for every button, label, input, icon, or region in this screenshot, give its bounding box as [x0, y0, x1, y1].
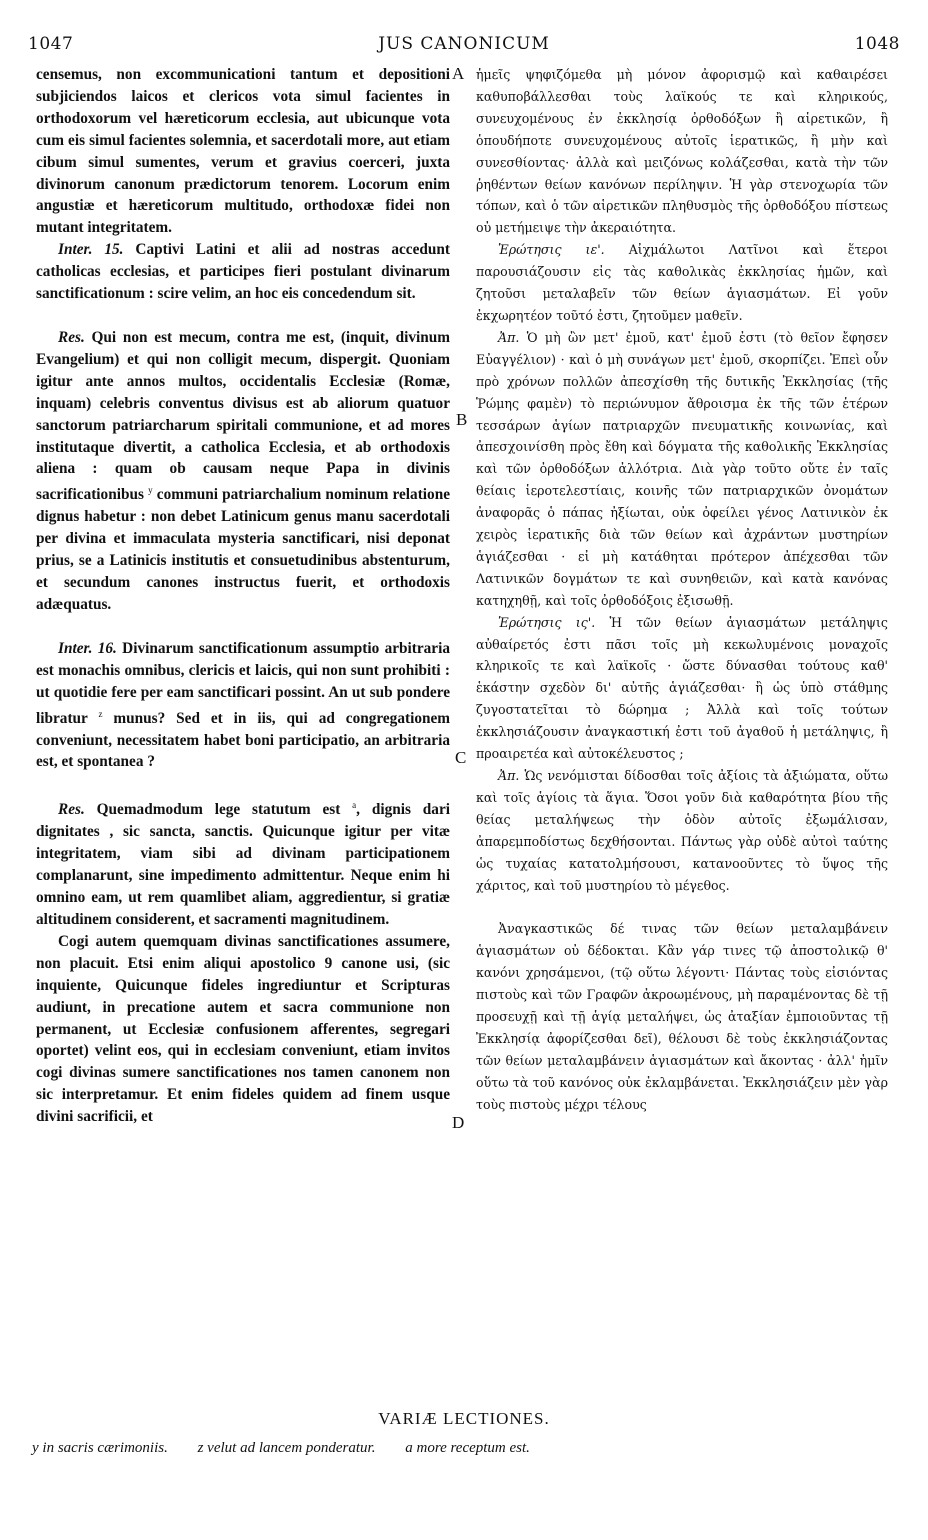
latin-paragraph: Cogi autem quemquam divinas sanctificationes assumere, non placuit. Etsi enim aliqui apostolico 9 canone usi, (sic inquiente, Quicunque fideles ingrediuntur et Scripturas audiunt, in precatione autem et sacra communione non permanent, ut Ecclesiæ confusionem afferentes, segregari oportet) velint eos, qui in ecclesiam conveniunt, etiam invitos cogi divinas sumere sanctificationes nos tamen canonem non sic interpretamur. Et enim fideles quidem ad finem usque divini sacrificii, et: [36, 932, 450, 1126]
greek-response-15: Ἀπ. Ὁ μὴ ὢν μετ' ἐμοῦ, κατ' ἐμοῦ ἐστι (τὸ θεῖον ἔφησεν Εὐαγγέλιον) · καὶ ὁ μὴ συνάγων μετ' ἐμοῦ, σκορπίζει. Ἐπεὶ οὖν πρὸ χρόνων πολλῶν ἀπεσχίσθη τῆς δυτικῆς Ἐκκλησίας (τῆς Ῥώμης φαμὲν) τὸ περιώνυμον ἄθροισμα ἐκ τῆς τῶν ἑτέρων τεσσάρων ἁγίων πατριαρχῶν πνευματικῆς κοινωνίας, καὶ ἀπεσχοινίσθη πρὸς ἔθη καὶ δόγματα τῆς καθολικῆς Ἐκκλησίας καὶ τῶν ὀρθοδόξων ἀλλότρια. Διὰ γὰρ τοῦτο οὔτε ἐν ταῖς θείαις ἱεροτελεστίαις, κοινῆς τῶν πατριαρχικῶν ὀνομάτων ἀναφορᾶς ὁ πάπας ἠξίωται, οὐκ ὀφείλει γένος Λατινικὸν ἐκ χειρὸς ἱερατικῆς διὰ τῶν θείων καὶ ἀχράντων μυστηρίων ἁγιάζεσθαι · εἰ μὴ κατάθηται πρότερον ἀπέχεσθαι τῶν Λατινικῶν δογμάτων τε καὶ συνηθειῶν, καὶ κατὰ κανόνας κατηχηθῇ, καὶ τοῖς ὀρθοδόξοις ἐξισωθῇ.: [476, 329, 888, 608]
greek-paragraph: ἡμεῖς ψηφιζόμεθα μὴ μόνον ἀφορισμῷ καὶ καθαιρέσει καθυποβάλλεσθαι τοὺς λαϊκούς τε καὶ κληρικούς, συνευχομένους ἐν ἐκκλησίᾳ ὀρθοδόξων ἢ αἱρετικῶν, ἢ ὁπουδήποτε συνευχομένους αὐτοῖς ἱερατικῶς, ἢ μὴν καὶ συνεσθίοντας· ἀλλὰ καὶ μειζόνως κολάζεσθαι, κατὰ τὴν τῶν ῥηθέντων θείων κανόνων περίληψιν. Ἡ γὰρ στενοχωρία τῶν τόπων, καὶ ὁ τῶν αἱρετικῶν πληθυσμὸς τῆς ὀρθοδόξου πίστεως οὐ μετήμειψε τὴν ἀκεραιότητα.: [476, 67, 888, 236]
latin-paragraph: censemus, non excommunicationi tantum et depositioni subjiciendos laicos et clericos vota simul facientes in orthodoxorum vel hæreticorum ecclesia, aut ubicunque vota cum eis simul facientes solemnia, et sacerdotali more, aut etiam cibum simul sumentes, verum et gravius coerceri, juxta divinorum canonum prædictorum tenorem. Locorum enim angustiæ et hæreticorum multitudo, orthodoxæ fidei non mutant integritatem.: [36, 66, 450, 237]
margin-letter-b: B: [456, 410, 468, 429]
latin-response-16: Res. Quemadmodum lege statutum est $^a$, dignis dari dignitates , sic sancta, sanctis. Quicunque igitur per vitæ integritatem, viam sibi ad divinam participationem complanarunt, sine impedimento admittentur. Neque enim hi omnino eam, ut rem quamlibet aliam, aggredientur, si gratiæ altitudinem considerent, et sacramenti magnitudinem.: [36, 800, 450, 928]
margin-letter-a: A: [452, 64, 465, 83]
latin-question-15: Inter. 15. Captivi Latini et alii ad nostras accedunt catholicas ecclesias, et participes fieri postulant divinarum sanctificationum : scire velim, an hoc eis concedendum sit.: [36, 241, 450, 303]
greek-column: [476, 64, 888, 1116]
variae-lectiones-title: VARIÆ LECTIONES.: [378, 1409, 550, 1428]
latin-question-16: Inter. 16. Divinarum sanctificationum assumptio arbitraria est monachis omnibus, clericis et laicis, qui non sunt prohibiti : ut quotidie fere per eam sanctificari possint. An ut sub pondere libratur $^z$ munus? Sed et in iis, qui ad congregationem conveniunt, necessitatem habet boni participatio, an arbitraria est, et spontanea ?: [36, 639, 451, 771]
latin-column: [36, 64, 450, 1128]
greek-response-16: Ἀπ. Ὡς νενόμισται δίδοσθαι τοῖς ἀξίοις τὰ ἀξιώματα, οὕτω καὶ τοῖς ἁγίοις τὰ ἅγια. Ὅσοι γοῦν διὰ καθαρότητα βίου τῆς θείας μεταλήψεως τὴν ὁδὸν αὐτοῖς ἐξωμάλισαν, ἀπαρεμποδίστως δεχθήσονται. Πάντως γὰρ οὐδὲ αὐτοὶ ταύτης ὡς τυχαίας κατατολμήσουσι, κατανοοῦντες τὸ ὕψος τῆς χάριτος, καὶ τοῦ μυστηρίου τὸ μέγεθος.: [476, 768, 888, 893]
latin-response-15: Res. Qui non est mecum, contra me est, (inquit, divinum Evangelium) et qui non colligit mecum, dispergit. Quoniam igitur ante annos multos, occidentalis Ecclesiæ (Romæ, inquam) celebris conventus divisus est ab aliorum quatuor sanctorum patriarcharum spiritali communione, et ad mores institutaque divertit, a catholica Ecclesia, et ab orthodoxis aliena : quam ob causam neque Papa in divinis sacrificationibus $^y$ communi patriarchalium nominum relatione dignus habetur : non debet Latinicum genus manu sacerdotali per divina et immaculata mysteria sanctificari, nisi deponat prius, se a Latinicis institutis et consuetudinibus abstenturum, et secundum canones instructus fuerit, et orthodoxis adæquatus.: [36, 328, 450, 613]
running-title: JUS CANONICUM: [378, 34, 550, 54]
left-column-number: 1047: [28, 34, 74, 54]
variant-note: a more receptum est.: [405, 1440, 530, 1456]
margin-letter-c: C: [455, 748, 467, 767]
running-header: [28, 34, 900, 58]
greek-question-15: Ἐρώτησις ιε'. Αἰχμάλωτοι Λατῖνοι καὶ ἕτεροι παρουσιάζουσιν εἰς τὰς καθολικὰς ἐκκλησίας ἡμῶν, καὶ ζητοῦσι μεταλαβεῖν τῶν θείων ἁγιασμάτων. Εἰ γοῦν ἐκχωρητέον τοῦτό ἐστι, ζητοῦμεν μαθεῖν.: [476, 242, 888, 323]
greek-question-16: Ἐρώτησις ις'. Ἡ τῶν θείων ἁγιασμάτων μετάληψις αὐθαίρετός ἐστι πᾶσι τοῖς μὴ κεκωλυμένοις μοναχοῖς κληρικοῖς τε καὶ λαϊκοῖς · ὥστε δύνασθαι τούτους καθ' ἑκάστην σχεδὸν δι' αὐτῆς ἁγιάζεσθαι· ἢ ὡς ὑπὸ στάθμης ζυγοστατεῖται τὸ δώρημα ; Ἀλλὰ καὶ τοῖς τούτων ἐκκλησιάζουσιν ἀναγκαστική ἐστι τοῦ ἀγαθοῦ ἡ μετάληψις, ἢ προαιρετέα καὶ αὐτοκέλευστος ;: [476, 614, 888, 762]
margin-letter-d: D: [452, 1113, 465, 1132]
variant-note: z velut ad lancem ponderatur.: [197, 1440, 376, 1456]
variant-note: y in sacris cærimoniis.: [32, 1440, 168, 1456]
greek-paragraph: Ἀναγκαστικῶς δέ τινας τῶν θείων μεταλαμβάνειν ἁγιασμάτων οὐ δέδοκται. Κἂν γάρ τινες τῷ ἀποστολικῷ θ' κανόνι χρησάμενοι, (τῷ οὕτω λέγοντι· Πάντας τοὺς εἰσιόντας πιστοὺς καὶ τῶν Γραφῶν ἀκροωμένους, μὴ παραμένοντας δὲ τῇ προσευχῇ καὶ τῇ ἁγίᾳ μεταλήψει, ὡς ἀταξίαν ἐμποιοῦντας τῇ Ἐκκλησίᾳ ἀφορίζεσθαι δεῖ), θέλουσι δὲ τοὺς ἐκκλησιάζοντας τῶν θείων μεταλαμβάνειν ἁγιασμάτων καὶ ἄκοντας · ἀλλ' ἡμῖν οὕτω τὰ τοῦ κανόνος οὐκ ἐκλαμβάνεται. Ἐκκλησιάζειν μὲν γὰρ τοὺς πιστοὺς μέχρι τέλους: [476, 921, 888, 1112]
variae-lectiones-notes: [32, 1440, 896, 1457]
right-column-number: 1048: [854, 34, 900, 54]
